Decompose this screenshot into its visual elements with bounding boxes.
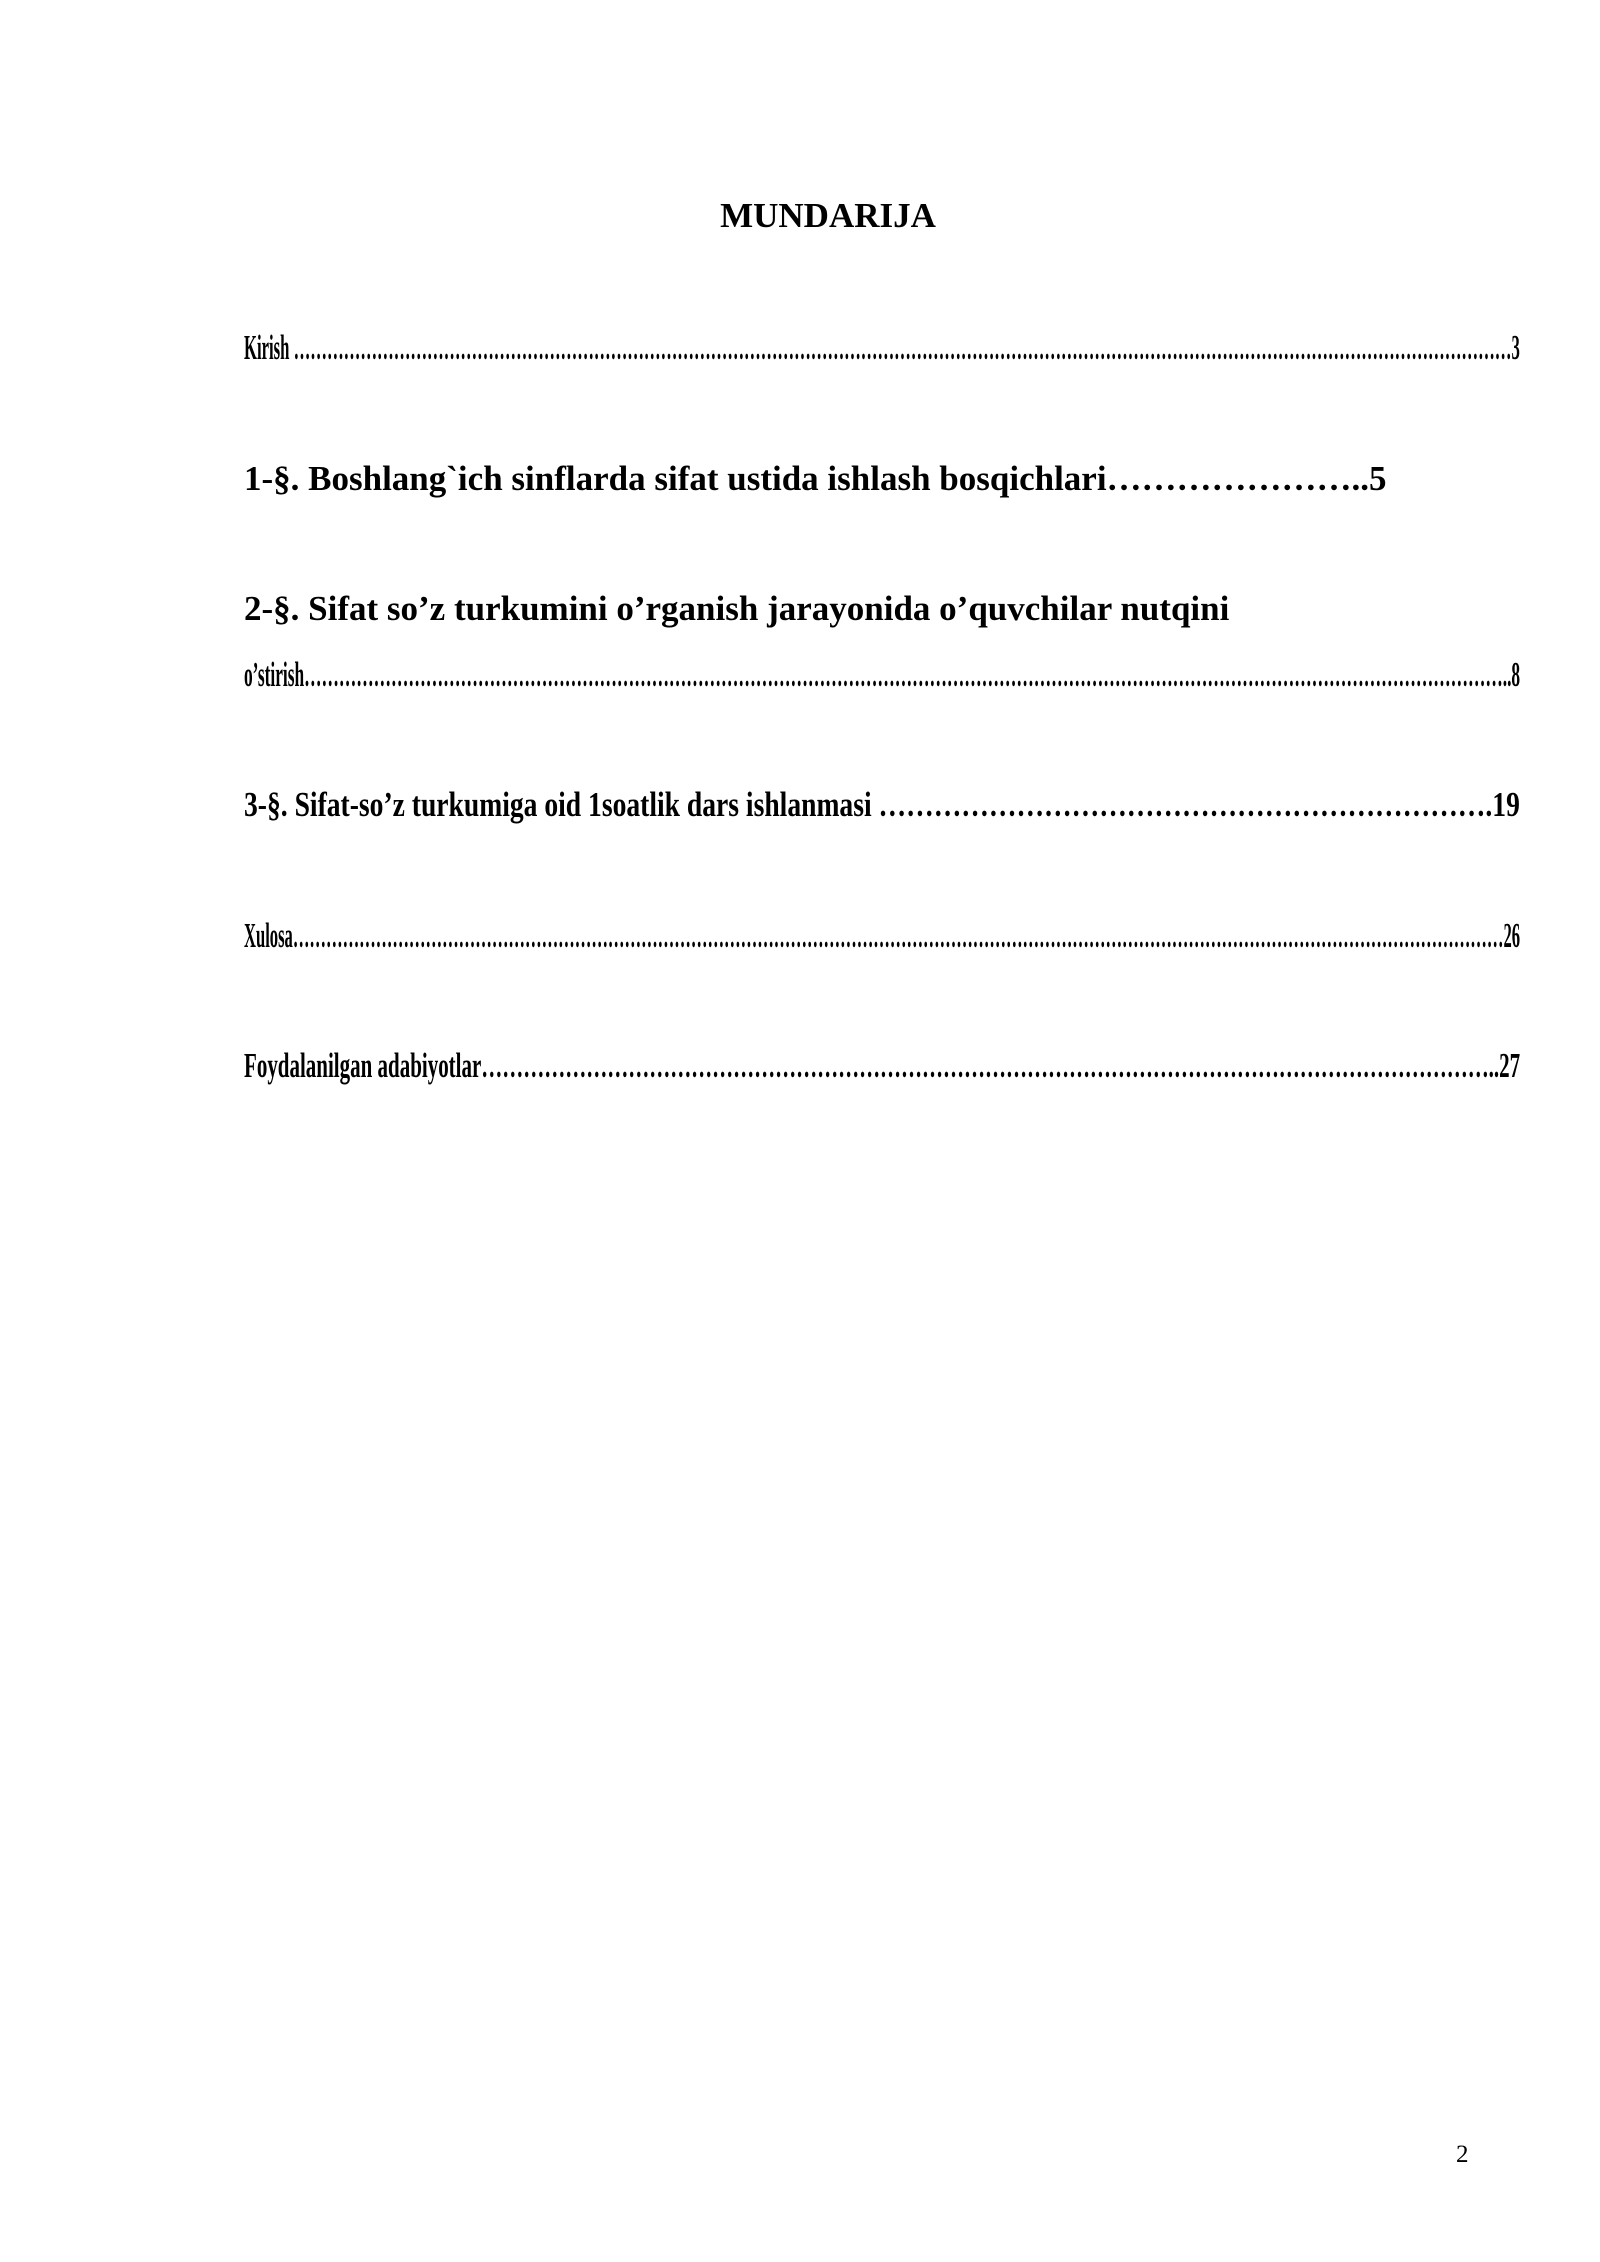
toc-item-adabiyotlar: Foydalanilgan adabiyotlar………………………………………………………………………………………………………………………………..27: [244, 1046, 1521, 1085]
toc-item-xulosa: Xulosa…………………………………………………………………………………………………………………………………………………………………………………………………26: [244, 916, 1521, 955]
toc-item-section-2-continued: o’stirish………………………………………………………………………………………………………………………………………………………………………………………..8: [244, 655, 1521, 694]
page-title: MUNDARIJA: [720, 196, 936, 235]
toc-item-section-3: 3-§. Sifat-so’z turkumiga oid 1soatlik dars ishlanmasi ………………………………………………………….19: [244, 785, 1520, 824]
toc-item-section-1: 1-§. Boshlang`ich sinflarda sifat ustida ishlash bosqichlari…………………..5: [244, 459, 1387, 498]
toc-item-section-2: 2-§. Sifat so’z turkumini o’rganish jarayonida o’quvchilar nutqini: [244, 589, 1230, 628]
toc-item-kirish: Kirish …………………………………………………………………………………………………………………………………………………………………………………………………3: [244, 328, 1520, 367]
page-number: 2: [1456, 2141, 1469, 2168]
